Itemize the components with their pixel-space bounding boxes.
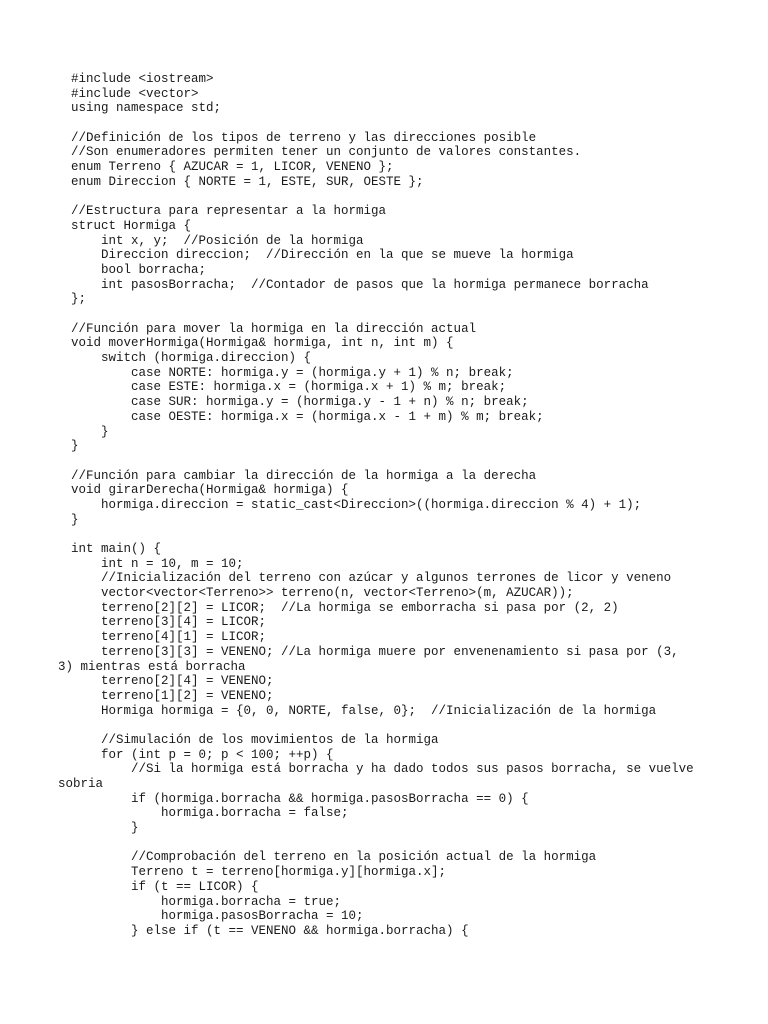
code-line: //Función para cambiar la dirección de la hormiga a la derecha [71,468,537,483]
code-line [71,527,721,542]
code-line: Direccion direccion; //Dirección en la que se mueve la hormiga [71,248,574,263]
code-line: } else if (t == VENENO && hormiga.borracha) { [71,923,469,938]
code-line: bool borracha; [71,262,207,277]
code-line: //Simulación de los movimientos de la hormiga [71,732,439,747]
code-line: Hormiga hormiga = {0, 0, NORTE, false, 0}; //Inicialización de la hormiga [71,703,657,718]
code-line-wrapped: sobria [58,777,104,791]
code-line: hormiga.borracha = true; [71,894,342,909]
code-line: } [71,424,109,439]
code-line: terreno[2][2] = LICOR; //La hormiga se emborracha si pasa por (2, 2) [71,600,619,615]
code-line: switch (hormiga.direccion) { [71,351,312,366]
code-line: hormiga.borracha = false; [71,806,349,821]
code-line: }; [71,292,87,307]
code-line: //Inicialización del terreno con azúcar y algunos terrones de licor y veneno [71,571,672,586]
code-line: case ESTE: hormiga.x = (hormiga.x + 1) % m; break; [71,380,507,395]
code-line: struct Hormiga { [71,218,192,233]
code-line [71,190,721,205]
code-line: int main() { [71,542,162,556]
code-line [71,116,721,131]
code-line: //Definición de los tipos de terreno y las direcciones posible [71,130,537,145]
code-line [71,454,721,469]
code-line: #include <iostream> [71,72,214,86]
code-line: //Si la hormiga está borracha y ha dado todos sus pasos borracha, se vuelve [71,762,694,777]
code-line: terreno[3][3] = VENENO; //La hormiga muere por envenenamiento si pasa por (3, [71,644,679,659]
code-line: void girarDerecha(Hormiga& hormiga) { [71,483,349,498]
code-line: case OESTE: hormiga.x = (hormiga.x - 1 + m) % m; break; [71,409,544,424]
code-line: } [71,512,79,527]
code-line: case NORTE: hormiga.y = (hormiga.y + 1) % n; break; [71,365,514,380]
code-line: } [71,439,79,454]
code-line: enum Direccion { NORTE = 1, ESTE, SUR, OESTE }; [71,174,424,189]
code-line: hormiga.direccion = static_cast<Direccion>((hormiga.direccion % 4) + 1); [71,497,642,512]
code-line: int x, y; //Posición de la hormiga [71,233,364,248]
code-line [71,307,721,322]
code-line: case SUR: hormiga.y = (hormiga.y - 1 + n) % n; break; [71,395,529,410]
code-line: enum Terreno { AZUCAR = 1, LICOR, VENENO }; [71,160,394,175]
code-line: //Estructura para representar a la hormiga [71,204,387,219]
code-line [71,718,721,733]
code-line: terreno[1][2] = VENENO; [71,688,274,703]
code-line: terreno[2][4] = VENENO; [71,674,274,689]
code-listing [58,72,721,939]
code-line: hormiga.pasosBorracha = 10; [71,909,364,924]
code-line [71,836,721,851]
code-line-wrapped: 3) mientras está borracha [58,659,246,674]
code-line: terreno[4][1] = LICOR; [71,630,267,645]
code-line: //Comprobación del terreno en la posición actual de la hormiga [71,850,597,865]
code-line: #include <vector> [71,86,199,101]
code-line: terreno[3][4] = LICOR; [71,615,267,630]
code-line: if (t == LICOR) { [71,879,259,894]
code-line: int n = 10, m = 10; [71,556,244,571]
code-line: if (hormiga.borracha && hormiga.pasosBorracha == 0) { [71,791,529,806]
code-line: for (int p = 0; p < 100; ++p) { [71,747,334,762]
code-line: int pasosBorracha; //Contador de pasos que la hormiga permanece borracha [71,277,649,292]
code-line: //Función para mover la hormiga en la dirección actual [71,321,477,336]
code-line: //Son enumeradores permiten tener un conjunto de valores constantes. [71,145,582,160]
code-line: } [71,821,139,836]
code-line: void moverHormiga(Hormiga& hormiga, int n, int m) { [71,336,454,351]
code-line: vector<vector<Terreno>> terreno(n, vector<Terreno>(m, AZUCAR)); [71,586,574,601]
code-line: using namespace std; [71,101,222,116]
code-line: Terreno t = terreno[hormiga.y][hormiga.x]; [71,865,447,880]
